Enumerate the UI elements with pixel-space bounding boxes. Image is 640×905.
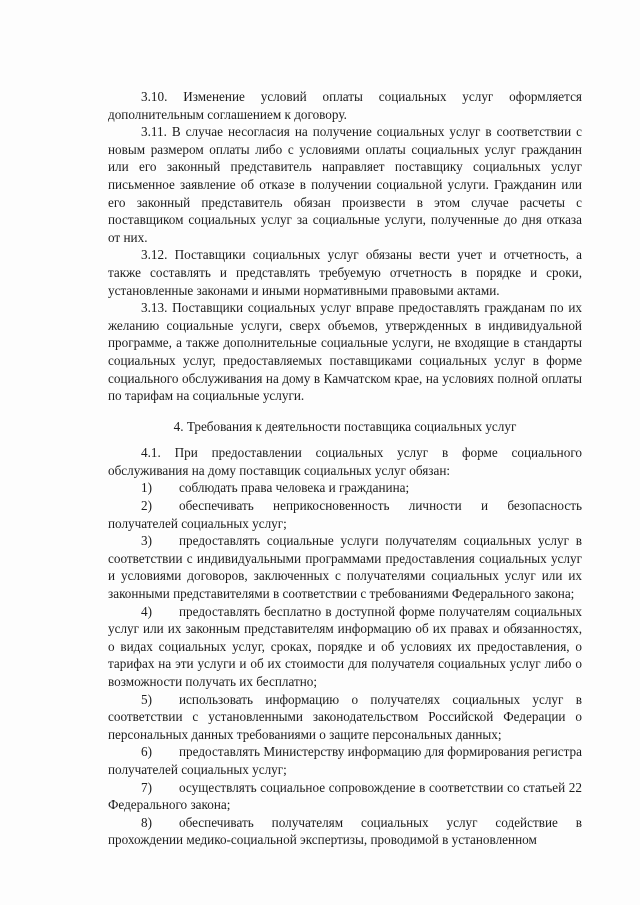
list-item-number: 2): [141, 498, 152, 514]
list-item-text: предоставлять социальные услуги получателям социальных услуг в соответствии с индивидуальными программами предоставления социальных услуг и условиями договоров, заключенных с получателями социальных услуг или их законными представителями в соответствии с требованиями Федерального закона;: [108, 533, 582, 602]
section-4-heading: 4. Требования к деятельности поставщика социальных услуг: [173, 418, 517, 434]
list-item-text: использовать информацию о получателях социальных услуг в соответствии с установленными законодательством Российской Федерации о персональных данных требованиями о защите персональных данных;: [108, 691, 582, 742]
list-item-number: 3): [141, 533, 152, 549]
list-item: [108, 532, 582, 602]
list-item-text: соблюдать права человека и гражданина;: [179, 480, 410, 496]
paragraph-3-11: 3.11. В случае несогласия на получение социальных услуг в соответствии с новым размером оплаты либо с условиями оплаты социальных услуг гражданин или его законный представитель направляет поставщику социальных услуг письменное заявление об отказе в получении социальной услуги. Гражданин или его законный представитель обязан произвести в этом случае расчеты с поставщиком социальных услуг за социальные услуги, полученные до дня отказа от них.: [108, 124, 582, 245]
list-item-text: обеспечивать получателям социальных услуг содействие в прохождении медико-социальной экспертизы, проводимой в установленном: [108, 814, 582, 848]
list-item-number: 6): [141, 744, 152, 760]
list-item-number: 1): [141, 480, 152, 496]
document-body: [108, 88, 582, 849]
list-item-number: 7): [141, 779, 152, 795]
list-item: [108, 479, 582, 497]
paragraph-3-12: 3.12. Поставщики социальных услуг обязаны вести учет и отчетность, а также составлять и представлять требуемую отчетность в порядке и сроки, установленные законами и иными нормативными правовыми актами.: [108, 247, 582, 298]
list-item-number: 4): [141, 603, 152, 619]
list-item-text: предоставлять бесплатно в доступной форме получателям социальных услуг или их законным представителям информацию об их правах и обязанностях, о видах социальных услуг, сроках, порядке и об условиях их предоставления, о тарифах на эти услуги и об их стоимости для получателя социальных услуг либо о возможности получать их бесплатно;: [108, 603, 582, 689]
list-item-number: 8): [141, 814, 152, 830]
list-item-text: осуществлять социальное сопровождение в соответствии со статьей 22 Федерального закона;: [108, 779, 582, 813]
paragraph-3-13: 3.13. Поставщики социальных услуг вправе предоставлять гражданам по их желанию социальные услуги, сверх объемов, утвержденных в индивидуальной программе, а также дополнительные социальные услуги, не входящие в стандарты социальных услуг, предоставляемых поставщиками социальных услуг в форме социального обслуживания на дому в Камчатском крае, на условиях полной оплаты по тарифам на социальные услуги.: [108, 300, 582, 404]
paragraph-4-1: 4.1. При предоставлении социальных услуг в форме социального обслуживания на дому поставщик социальных услуг обязан:: [108, 445, 582, 478]
list-item: [108, 497, 582, 532]
list-item-number: 5): [141, 691, 152, 707]
list-item-text: обеспечивать неприкосновенность личности и безопасность получателей социальных услуг;: [108, 498, 582, 531]
list-item: [108, 743, 582, 778]
list-item: [108, 603, 582, 691]
paragraph-3-10: 3.10. Изменение условий оплаты социальных услуг оформляется дополнительным соглашением к договору.: [108, 89, 582, 122]
list-item: [108, 691, 582, 744]
list-item: [108, 814, 582, 849]
list-item-text: предоставлять Министерству информацию для формирования регистра получателей социальных услуг;: [108, 744, 582, 777]
list-item: [108, 779, 582, 814]
